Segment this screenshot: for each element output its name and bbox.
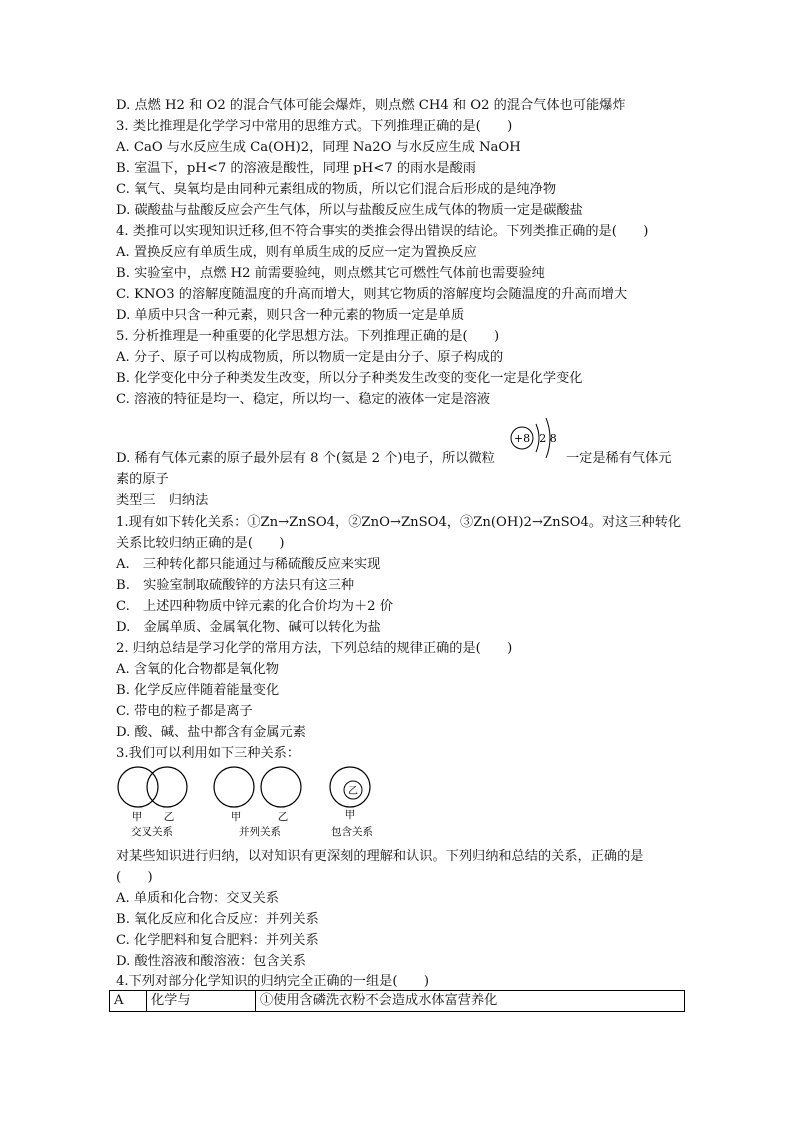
s3-q4-stem: 4.下列对部分化学知识的归纳完全正确的一组是( ) <box>116 974 429 989</box>
label-yi: 乙 <box>348 786 358 797</box>
label-yi: 乙 <box>277 811 289 823</box>
circle-yi <box>147 767 187 807</box>
caption-parallel: 并列关系 <box>239 826 281 838</box>
table-cell-content: ①使用含磷洗衣粉不会造成水体富营养化 <box>256 991 685 1012</box>
s3-q3-stem-cont: 对某些知识进行归纳，以对知识有更深刻的理解和认识。下列归纳和总结的关系，正确的是 <box>116 849 644 864</box>
q3-option-c: C. 氧气、臭氧均是由同种元素组成的物质，所以它们混合后形成的是纯净物 <box>116 182 557 197</box>
parallel-relation-diagram <box>214 767 301 838</box>
q5-option-d-end: 素的原子 <box>116 472 169 487</box>
q4-option-d: D. 单质中只含一种元素，则只含一种元素的物质一定是单质 <box>116 308 465 323</box>
circle-jia <box>214 767 254 807</box>
s3-q3-option-a: A. 单质和化合物：交叉关系 <box>116 891 279 906</box>
q4-option-b: B. 实验室中，点燃 H2 前需要验纯，则点燃其它可燃性气体前也需要验纯 <box>116 266 545 281</box>
q5-option-d-cont: 一定是稀有气体元 <box>566 451 672 466</box>
table-row <box>110 991 685 1012</box>
s3-q3-option-c: C. 化学肥料和复合肥料：并列关系 <box>116 933 319 948</box>
contain-relation-diagram <box>330 767 373 838</box>
nucleus-charge: +8 <box>513 432 531 445</box>
q4-option-c: C. KNO3 的溶解度随温度的升高而增大，则其它物质的溶解度均会随温度的升高而增大 <box>116 287 628 302</box>
s3-q3-option-b: B. 氧化反应和化合反应：并列关系 <box>116 912 319 927</box>
s3-q3-option-d: D. 酸性溶液和酸溶液：包含关系 <box>116 954 306 969</box>
s3-q1-option-b: B. 实验室制取硫酸锌的方法只有这三种 <box>116 578 355 593</box>
circle-yi <box>261 767 301 807</box>
s3-q1-option-a: A. 三种转化都只能通过与稀硫酸反应来实现 <box>116 557 381 572</box>
s3-q1-option-c: C. 上述四种物质中锌元素的化合价均为＋2 价 <box>116 599 393 614</box>
caption-cross: 交叉关系 <box>131 826 173 838</box>
label-jia: 甲 <box>344 809 356 821</box>
s3-q2-option-a: A. 含氧的化合物都是氧化物 <box>116 662 279 677</box>
q4-option-a: A. 置换反应有单质生成，则有单质生成的反应一定为置换反应 <box>116 245 477 260</box>
s3-q1-option-d: D. 金属单质、金属氧化物、碱可以转化为盐 <box>116 620 381 635</box>
electron-counts: 2 8 <box>539 432 557 445</box>
atom-structure-diagram <box>508 412 564 466</box>
q5-stem: 5. 分析推理是一种重要的化学思想方法。下列推理正确的是( ) <box>116 329 500 344</box>
q5-option-a: A. 分子、原子可以构成物质，所以物质一定是由分子、原子构成的 <box>116 350 504 365</box>
s3-q1-stem: 1.现有如下转化关系：①Zn→ZnSO4，②ZnO→ZnSO4，③Zn(OH)2→ZnSO4。对这三种转化 <box>116 515 682 530</box>
label-jia: 甲 <box>131 811 143 823</box>
q4-stem: 4. 类推可以实现知识迁移,但不符合事实的类推会得出错误的结论。下列类推正确的是( ) <box>116 224 649 239</box>
s3-q3-paren: ( ) <box>116 870 153 885</box>
q2-option-d: D. 点燃 H2 和 O2 的混合气体可能会爆炸，则点燃 CH4 和 O2 的混合气体也可能爆炸 <box>116 98 626 113</box>
table-cell-topic: 化学与 <box>147 991 256 1012</box>
s3-q2-option-b: B. 化学反应伴随着能量变化 <box>116 683 280 698</box>
label-jia: 甲 <box>230 811 242 823</box>
caption-contain: 包含关系 <box>331 826 373 838</box>
s3-q2-option-d: D. 酸、碱、盐中都含有金属元素 <box>116 725 306 740</box>
q3-option-b: B. 室温下，pH<7 的溶液是酸性，同理 pH<7 的雨水是酸雨 <box>116 161 476 176</box>
s3-q1-stem-cont: 关系比较归纳正确的是( ) <box>116 536 285 551</box>
q3-option-d: D. 碳酸盐与盐酸反应会产生气体，所以与盐酸反应生成气体的物质一定是碳酸盐 <box>116 203 583 218</box>
s3-q3-stem: 3.我们可以利用如下三种关系： <box>116 746 301 761</box>
s3-q2-stem: 2. 归纳总结是学习化学的常用方法，下列总结的规律正确的是( ) <box>116 641 513 656</box>
cross-relation-diagram <box>118 767 187 838</box>
q5-option-c: C. 溶液的特征是均一、稳定，所以均一、稳定的液体一定是溶液 <box>116 392 491 407</box>
s3-q2-option-c: C. 带电的粒子都是离子 <box>116 704 253 719</box>
venn-relation-diagrams <box>112 764 392 844</box>
q3-stem: 3. 类比推理是化学学习中常用的思维方式。下列推理正确的是( ) <box>116 119 513 134</box>
q5-option-b: B. 化学变化中分子种类发生改变，所以分子种类发生改变的变化一定是化学变化 <box>116 371 583 386</box>
q3-option-a: A. CaO 与水反应生成 Ca(OH)2，同理 Na2O 与水反应生成 NaOH <box>116 140 521 155</box>
label-yi: 乙 <box>163 811 175 823</box>
q5-option-d: D. 稀有气体元素的原子最外层有 8 个(氦是 2 个)电子，所以微粒 <box>116 451 495 466</box>
section-heading: 类型三 归纳法 <box>116 493 209 508</box>
knowledge-table <box>109 990 685 1012</box>
table-cell-option: A <box>110 991 147 1012</box>
